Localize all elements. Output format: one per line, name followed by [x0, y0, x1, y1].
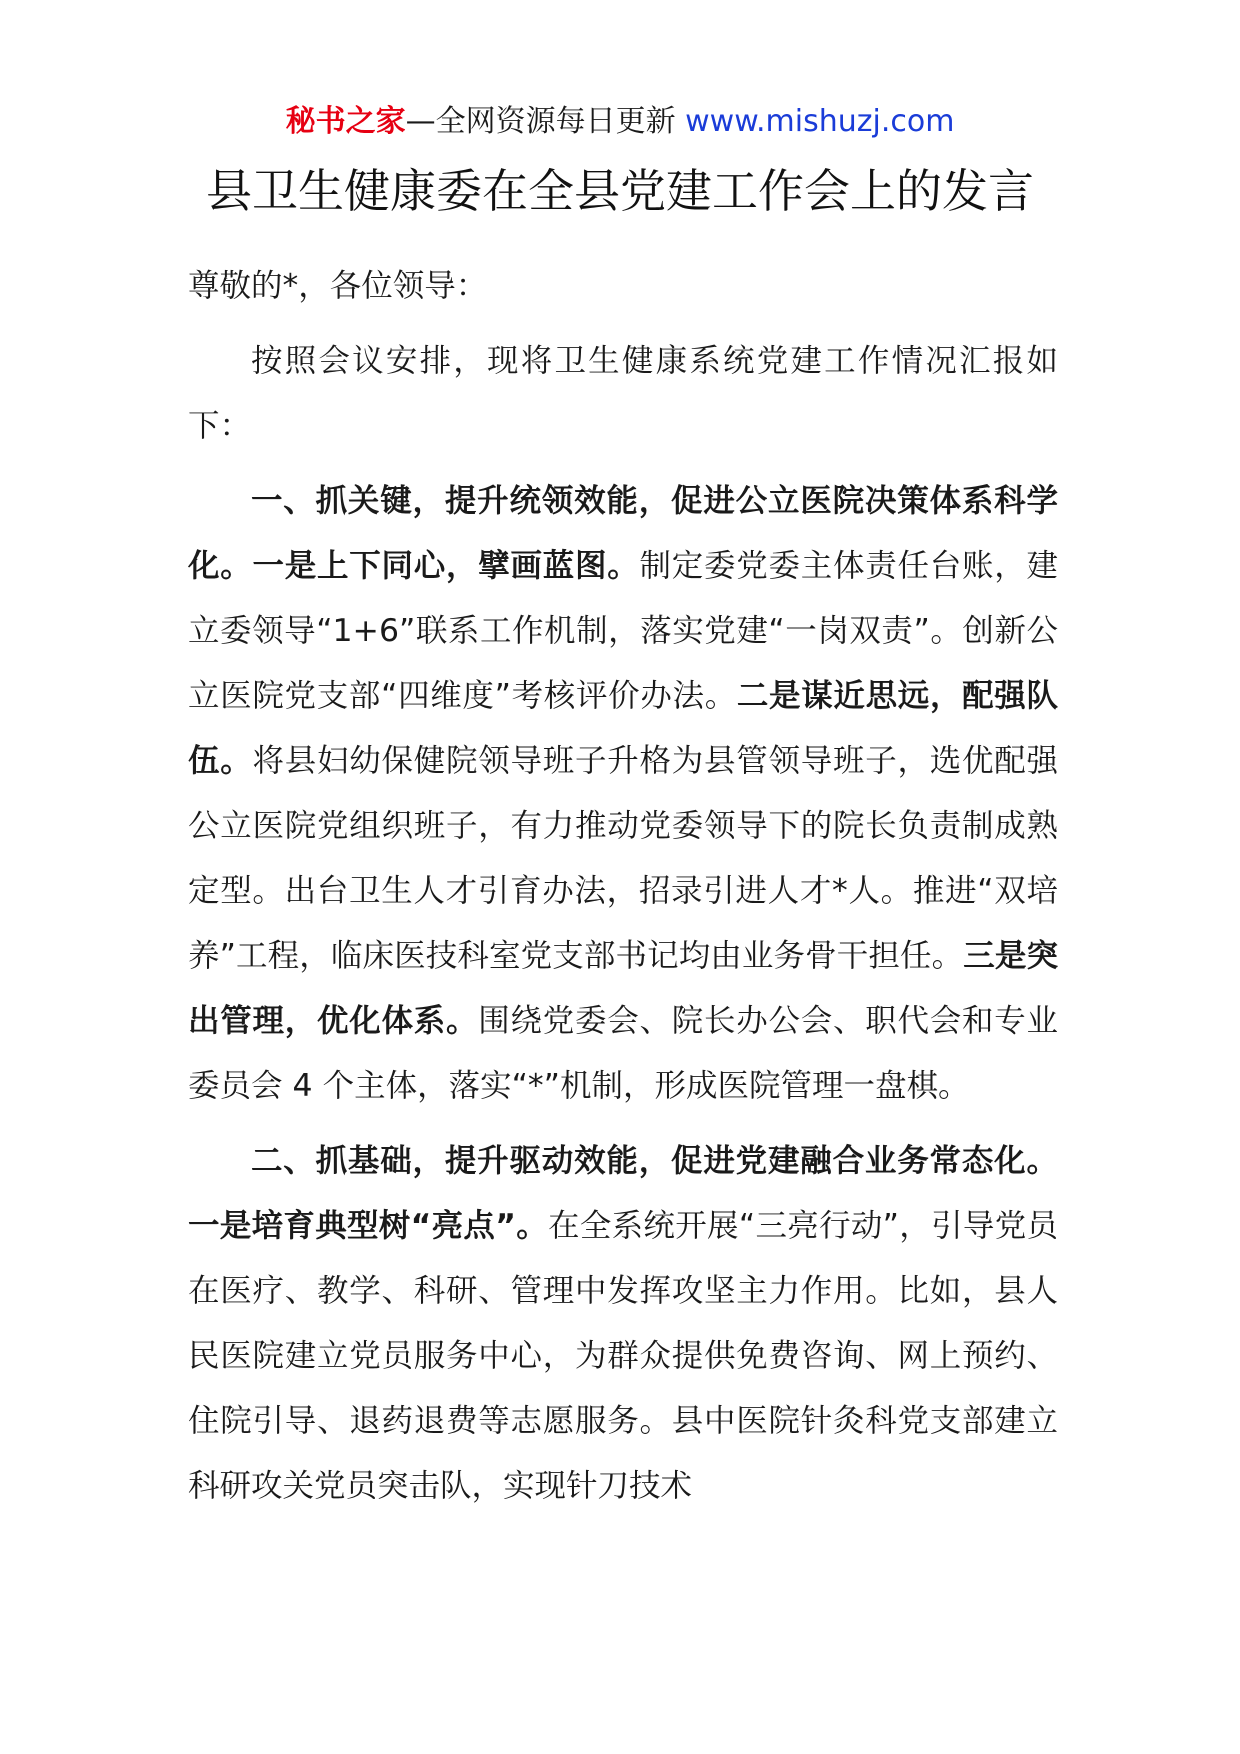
section-2-heading: 二、抓基础，提升驱动效能，促进党建融合业务常态化。	[251, 1143, 1058, 1179]
brand-name: 秘书之家	[285, 104, 406, 139]
section-1-point-1-title: 一是上下同心，擘画蓝图。	[252, 548, 640, 584]
salutation: 尊敬的*，各位领导：	[188, 268, 488, 304]
section-2-point-1-text: 在全系统开展“三亮行动”，引导党员在医疗、教学、科研、管理中发挥攻坚主力作用。比如，县人民医院建立党员服务中心，为群众提供免费咨询、网上预约、住院引导、退药退费等志愿服务。县中医院针灸科党支部建立科研攻关党员突击队，实现针刀技术	[188, 1208, 1058, 1504]
section-1-point-1-text: 制定委党委主体责任台账，建立委领导“1+6”联系工作机制，落实党建“一岗双责”。创新公立医院党支部“四维度”考核评价办法。	[188, 548, 1058, 714]
document-body	[188, 254, 1058, 1529]
section-1-heading: 一、抓关键，提升统领效能，促进公立医院决策体系科学化。	[188, 483, 1058, 584]
site-url[interactable]: www.mishuzj.com	[685, 104, 955, 139]
section-1-point-2-text: 将县妇幼保健院领导班子升格为县管领导班子，选优配强公立医院党组织班子，有力推动党委领导下的院长负责制成熟定型。出台卫生人才引育办法，招录引进人才*人。推进“双培养”工程，临床医技科室党支部书记均由业务骨干担任。	[188, 743, 1058, 974]
section-1-point-2-title: 二是谋近思远，配强队伍。	[188, 678, 1058, 779]
section-1-paragraph	[188, 469, 1058, 1119]
section-1-point-3-text: 围绕党委会、院长办公会、职代会和专业委员会 4 个主体，落实“*”机制，形成医院管理一盘棋。	[188, 1003, 1058, 1104]
site-header	[0, 102, 1240, 142]
document-title: 县卫生健康委在全县党建工作会上的发言	[206, 164, 1034, 218]
section-2-paragraph	[188, 1129, 1058, 1519]
header-tagline: —全网资源每日更新	[405, 104, 686, 139]
section-1-point-3-title: 三是突出管理，优化体系。	[188, 938, 1058, 1039]
section-2-point-1-title: 一是培育典型树“亮点”。	[188, 1208, 549, 1244]
intro-paragraph: 按照会议安排，现将卫生健康系统党建工作情况汇报如下：	[188, 343, 1058, 444]
